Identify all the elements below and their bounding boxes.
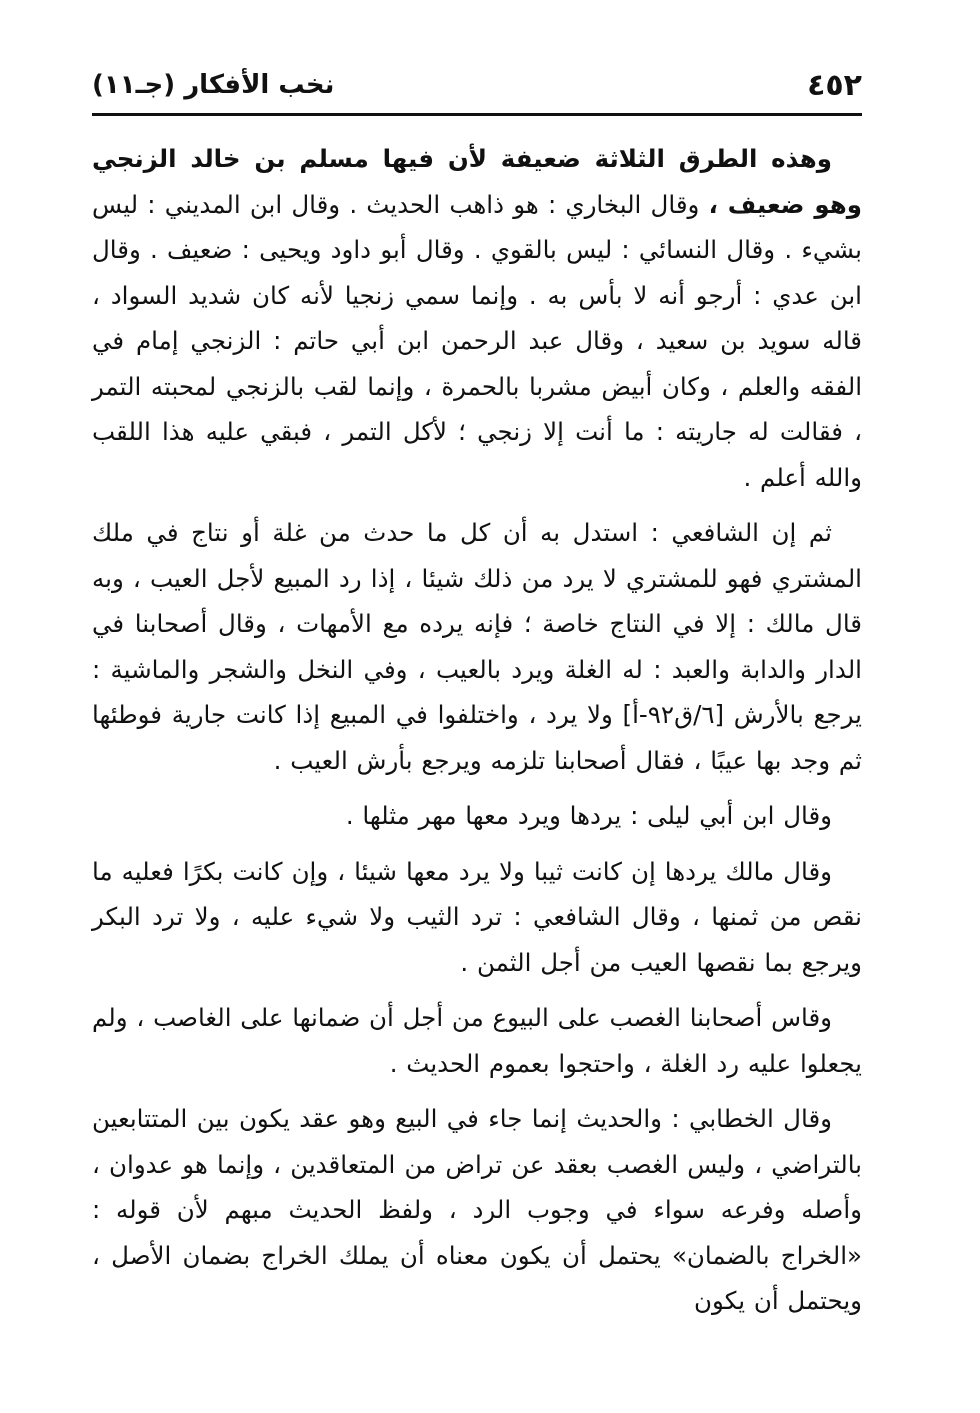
paragraph-1-bold-lead: وهذه الطرق الثلاثة ضعيفة لأن فيها مسلم بن خالد الزنجي وهو ضعيف ، xyxy=(92,144,862,219)
paragraph-1-text: وقال البخاري : هو ذاهب الحديث . وقال ابن المديني : ليس بشيء . وقال النسائي : ليس بالقوي . وقال أبو داود ويحيى : ضعيف . وقال ابن عدي : أرجو أنه لا بأس به . وإنما سمي زنجيا لأنه كان شديد السواد ، قاله سويد بن سعيد ، وقال عبد الرحمن ابن أبي حاتم : الزنجي إمام في الفقه والعلم ، وكان أبيض مشربا بالحمرة ، وإنما لقب بالزنجي لمحبته التمر ، فقالت له جاريته : ما أنت إلا زنجي ؛ لأكل التمر ، فبقي عليه هذا اللقب والله أعلم . xyxy=(92,189,862,492)
page-number: ٤٥٢ xyxy=(807,67,862,103)
paragraph-2: ثم إن الشافعي : استدل به أن كل ما حدث من غلة أو نتاج في ملك المشتري فهو للمشتري لا يرد من ذلك شيئا ، إذا رد المبيع لأجل العيب ، وبه قال مالك : إلا في النتاج خاصة ؛ فإنه يرده مع الأمهات ، وقال أصحابنا في الدار والدابة والعبد : له الغلة ويرد بالعيب ، وفي النخل والشجر والماشية : يرجع بالأرش [٦/ق٩٢-أ] ولا يرد ، واختلفوا في المبيع إذا كانت جارية فوطئها ثم وجد بها عيبًا ، فقال أصحابنا تلزمه ويرجع بأرش العيب . xyxy=(92,518,862,775)
paragraph-6: وقال الخطابي : والحديث إنما جاء في البيع وهو عقد يكون بين المتتابعين بالتراضي ، وليس الغصب بعقد عن تراض من المتعاقدين ، وإنما هو عدوان ، وأصله وفرعه سواء في وجوب الرد ، ولفظ الحديث مبهم لأن قوله : «الخراج بالضمان» يحتمل أن يكون معناه أن يملك الخراج بضمان الأصل ، ويحتمل أن يكون xyxy=(92,1104,862,1315)
paragraph-5: وقاس أصحابنا الغصب على البيوع من أجل أن ضمانها على الغاصب ، ولم يجعلوا عليه رد الغلة ، واحتجوا بعموم الحديث . xyxy=(92,1003,862,1078)
paragraph-1 xyxy=(92,136,862,500)
body-text xyxy=(92,136,862,1334)
book-title: نخب الأفكار (جـ١١) xyxy=(92,70,335,100)
paragraph-4: وقال مالك يردها إن كانت ثيبا ولا يرد معها شيئا ، وإن كانت بكرًا فعليه ما نقص من ثمنها ، وقال الشافعي : ترد الثيب ولا شيء عليه ، ولا ترد البكر ويرجع بما نقصها العيب من أجل الثمن . xyxy=(92,856,862,977)
running-header xyxy=(92,62,862,108)
header-rule xyxy=(92,113,862,116)
paragraph-3: وقال ابن أبي ليلى : يردها ويرد معها مهر مثلها . xyxy=(345,801,832,830)
